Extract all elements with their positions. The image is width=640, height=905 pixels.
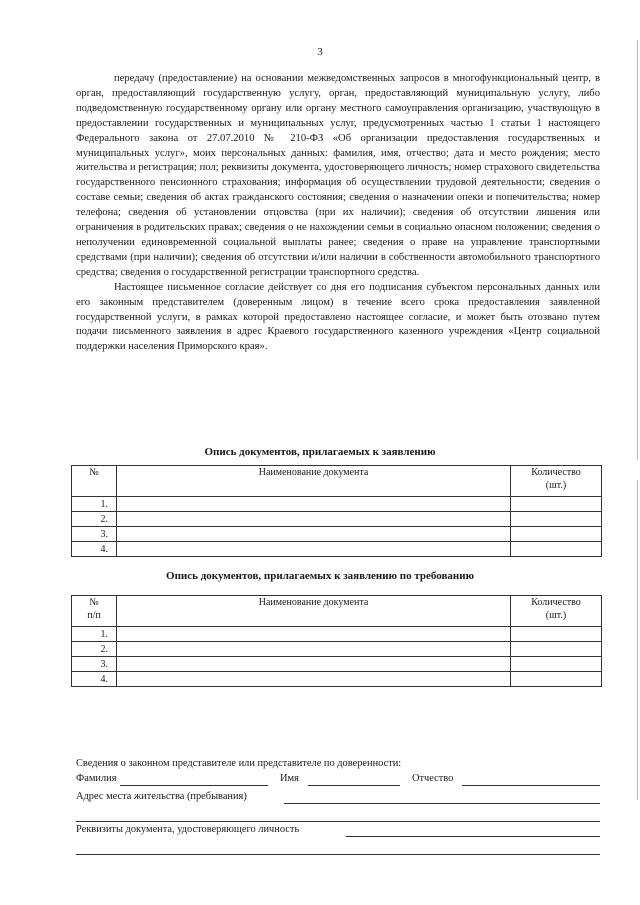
surname-label: Фамилия bbox=[76, 773, 117, 784]
table-row bbox=[72, 657, 602, 672]
quantity-cell[interactable] bbox=[511, 527, 602, 542]
row-number: 3. bbox=[72, 657, 117, 672]
quantity-cell[interactable] bbox=[511, 672, 602, 687]
document-name-cell[interactable] bbox=[117, 512, 511, 527]
row-number: 2. bbox=[72, 512, 117, 527]
table-row bbox=[72, 527, 602, 542]
paragraph-data-list: передачу (предоставление) на основании межведомственных запросов в многофункциональный центр, в орган, предоставляющий государственную услугу, орган, предоставляющий муниципальную услугу, либо подведомственную государственному органу или органу местного самоуправления организацию, участвующую в предоставлении государственных и муниципальных услуг, предусмотренных частью 1 статьи 1 настоящего Федерального закона от 27.07.2010 № 210-ФЗ «Об организации предоставления государственных и муниципальных услуг», моих персональных данных: фамилия, имя, отчество; дата и место рождения; место жительства и регистрация; пол; реквизиты документа, удостоверяющего личность; номер страхового свидетельства государственного пенсионного страхования; информация об осуществлении трудовой деятельности; сведения о составе семьи; сведения об актах гражданского состояния; сведения о назначении опеки и попечительства; номер телефона; сведения об установлении отцовства (при их наличии); сведения об отсутствии лишения или ограничения в родительских правах; сведения о не нахождении семьи в социально опасном положении; сведения о неполучении единовременной социальной выплаты ранее; сведения о праве на управление транспортными средствами (при наличии); сведения об отсутствии и/или наличии в собственности автомобильного транспортного средства; сведения о государственной регистрации транспортного средства. bbox=[76, 73, 600, 278]
paragraph-consent-validity: Настоящее письменное согласие действует со дня его подписания субъектом персональных данных или его законным представителем (доверенным лицом) в течение всего срока предоставления заявленной государственной услуги, в рамках которой предоставлено настоящее согласие, и может быть отозвано путем подачи письменного заявления в адрес Краевого государственного казенного учреждения «Центр социальной поддержки населения Приморского края». bbox=[76, 281, 600, 353]
row-number: 2. bbox=[72, 642, 117, 657]
name-label: Имя bbox=[280, 773, 299, 784]
scan-edge-mark bbox=[637, 480, 638, 800]
surname-field[interactable] bbox=[120, 785, 268, 786]
header-number: № bbox=[72, 466, 117, 497]
id-document-label: Реквизиты документа, удостоверяющего личность bbox=[76, 824, 300, 835]
name-field[interactable] bbox=[308, 785, 400, 786]
patronymic-label: Отчество bbox=[412, 773, 454, 784]
table2-title: Опись документов, прилагаемых к заявлению по требованию bbox=[166, 570, 474, 582]
header-quantity: Количество (шт.) bbox=[511, 466, 602, 497]
quantity-cell[interactable] bbox=[511, 542, 602, 557]
table-row bbox=[72, 642, 602, 657]
table1-title: Опись документов, прилагаемых к заявлению bbox=[204, 446, 436, 458]
header-document-name: Наименование документа bbox=[117, 466, 511, 497]
address-field-line2[interactable] bbox=[76, 821, 600, 822]
row-number: 3. bbox=[72, 527, 117, 542]
table-row bbox=[72, 672, 602, 687]
quantity-cell[interactable] bbox=[511, 627, 602, 642]
quantity-cell[interactable] bbox=[511, 512, 602, 527]
row-number: 1. bbox=[72, 627, 117, 642]
scan-edge-mark bbox=[637, 40, 638, 460]
row-number: 4. bbox=[72, 672, 117, 687]
document-name-cell[interactable] bbox=[117, 527, 511, 542]
address-field[interactable] bbox=[284, 803, 600, 804]
header-document-name: Наименование документа bbox=[117, 596, 511, 627]
header-quantity: Количество (шт.) bbox=[511, 596, 602, 627]
page-number: 3 bbox=[317, 46, 323, 58]
table-row bbox=[72, 542, 602, 557]
address-label: Адрес места жительства (пребывания) bbox=[76, 791, 247, 802]
patronymic-field[interactable] bbox=[462, 785, 600, 786]
quantity-cell[interactable] bbox=[511, 642, 602, 657]
table-header-row bbox=[72, 596, 602, 627]
table-row bbox=[72, 512, 602, 527]
document-name-cell[interactable] bbox=[117, 497, 511, 512]
documents-on-request-table bbox=[71, 595, 602, 687]
table-row bbox=[72, 497, 602, 512]
row-number: 4. bbox=[72, 542, 117, 557]
document-name-cell[interactable] bbox=[117, 672, 511, 687]
document-name-cell[interactable] bbox=[117, 542, 511, 557]
quantity-cell[interactable] bbox=[511, 497, 602, 512]
consent-text bbox=[76, 72, 600, 355]
document-name-cell[interactable] bbox=[117, 627, 511, 642]
table-row bbox=[72, 627, 602, 642]
document-name-cell[interactable] bbox=[117, 657, 511, 672]
id-document-field[interactable] bbox=[346, 836, 600, 837]
table-header-row bbox=[72, 466, 602, 497]
representative-heading: Сведения о законном представителе или представителе по доверенности: bbox=[76, 758, 402, 769]
row-number: 1. bbox=[72, 497, 117, 512]
quantity-cell[interactable] bbox=[511, 657, 602, 672]
header-number: № п/п bbox=[72, 596, 117, 627]
document-name-cell[interactable] bbox=[117, 642, 511, 657]
documents-table bbox=[71, 465, 602, 557]
id-document-field-line2[interactable] bbox=[76, 854, 600, 855]
